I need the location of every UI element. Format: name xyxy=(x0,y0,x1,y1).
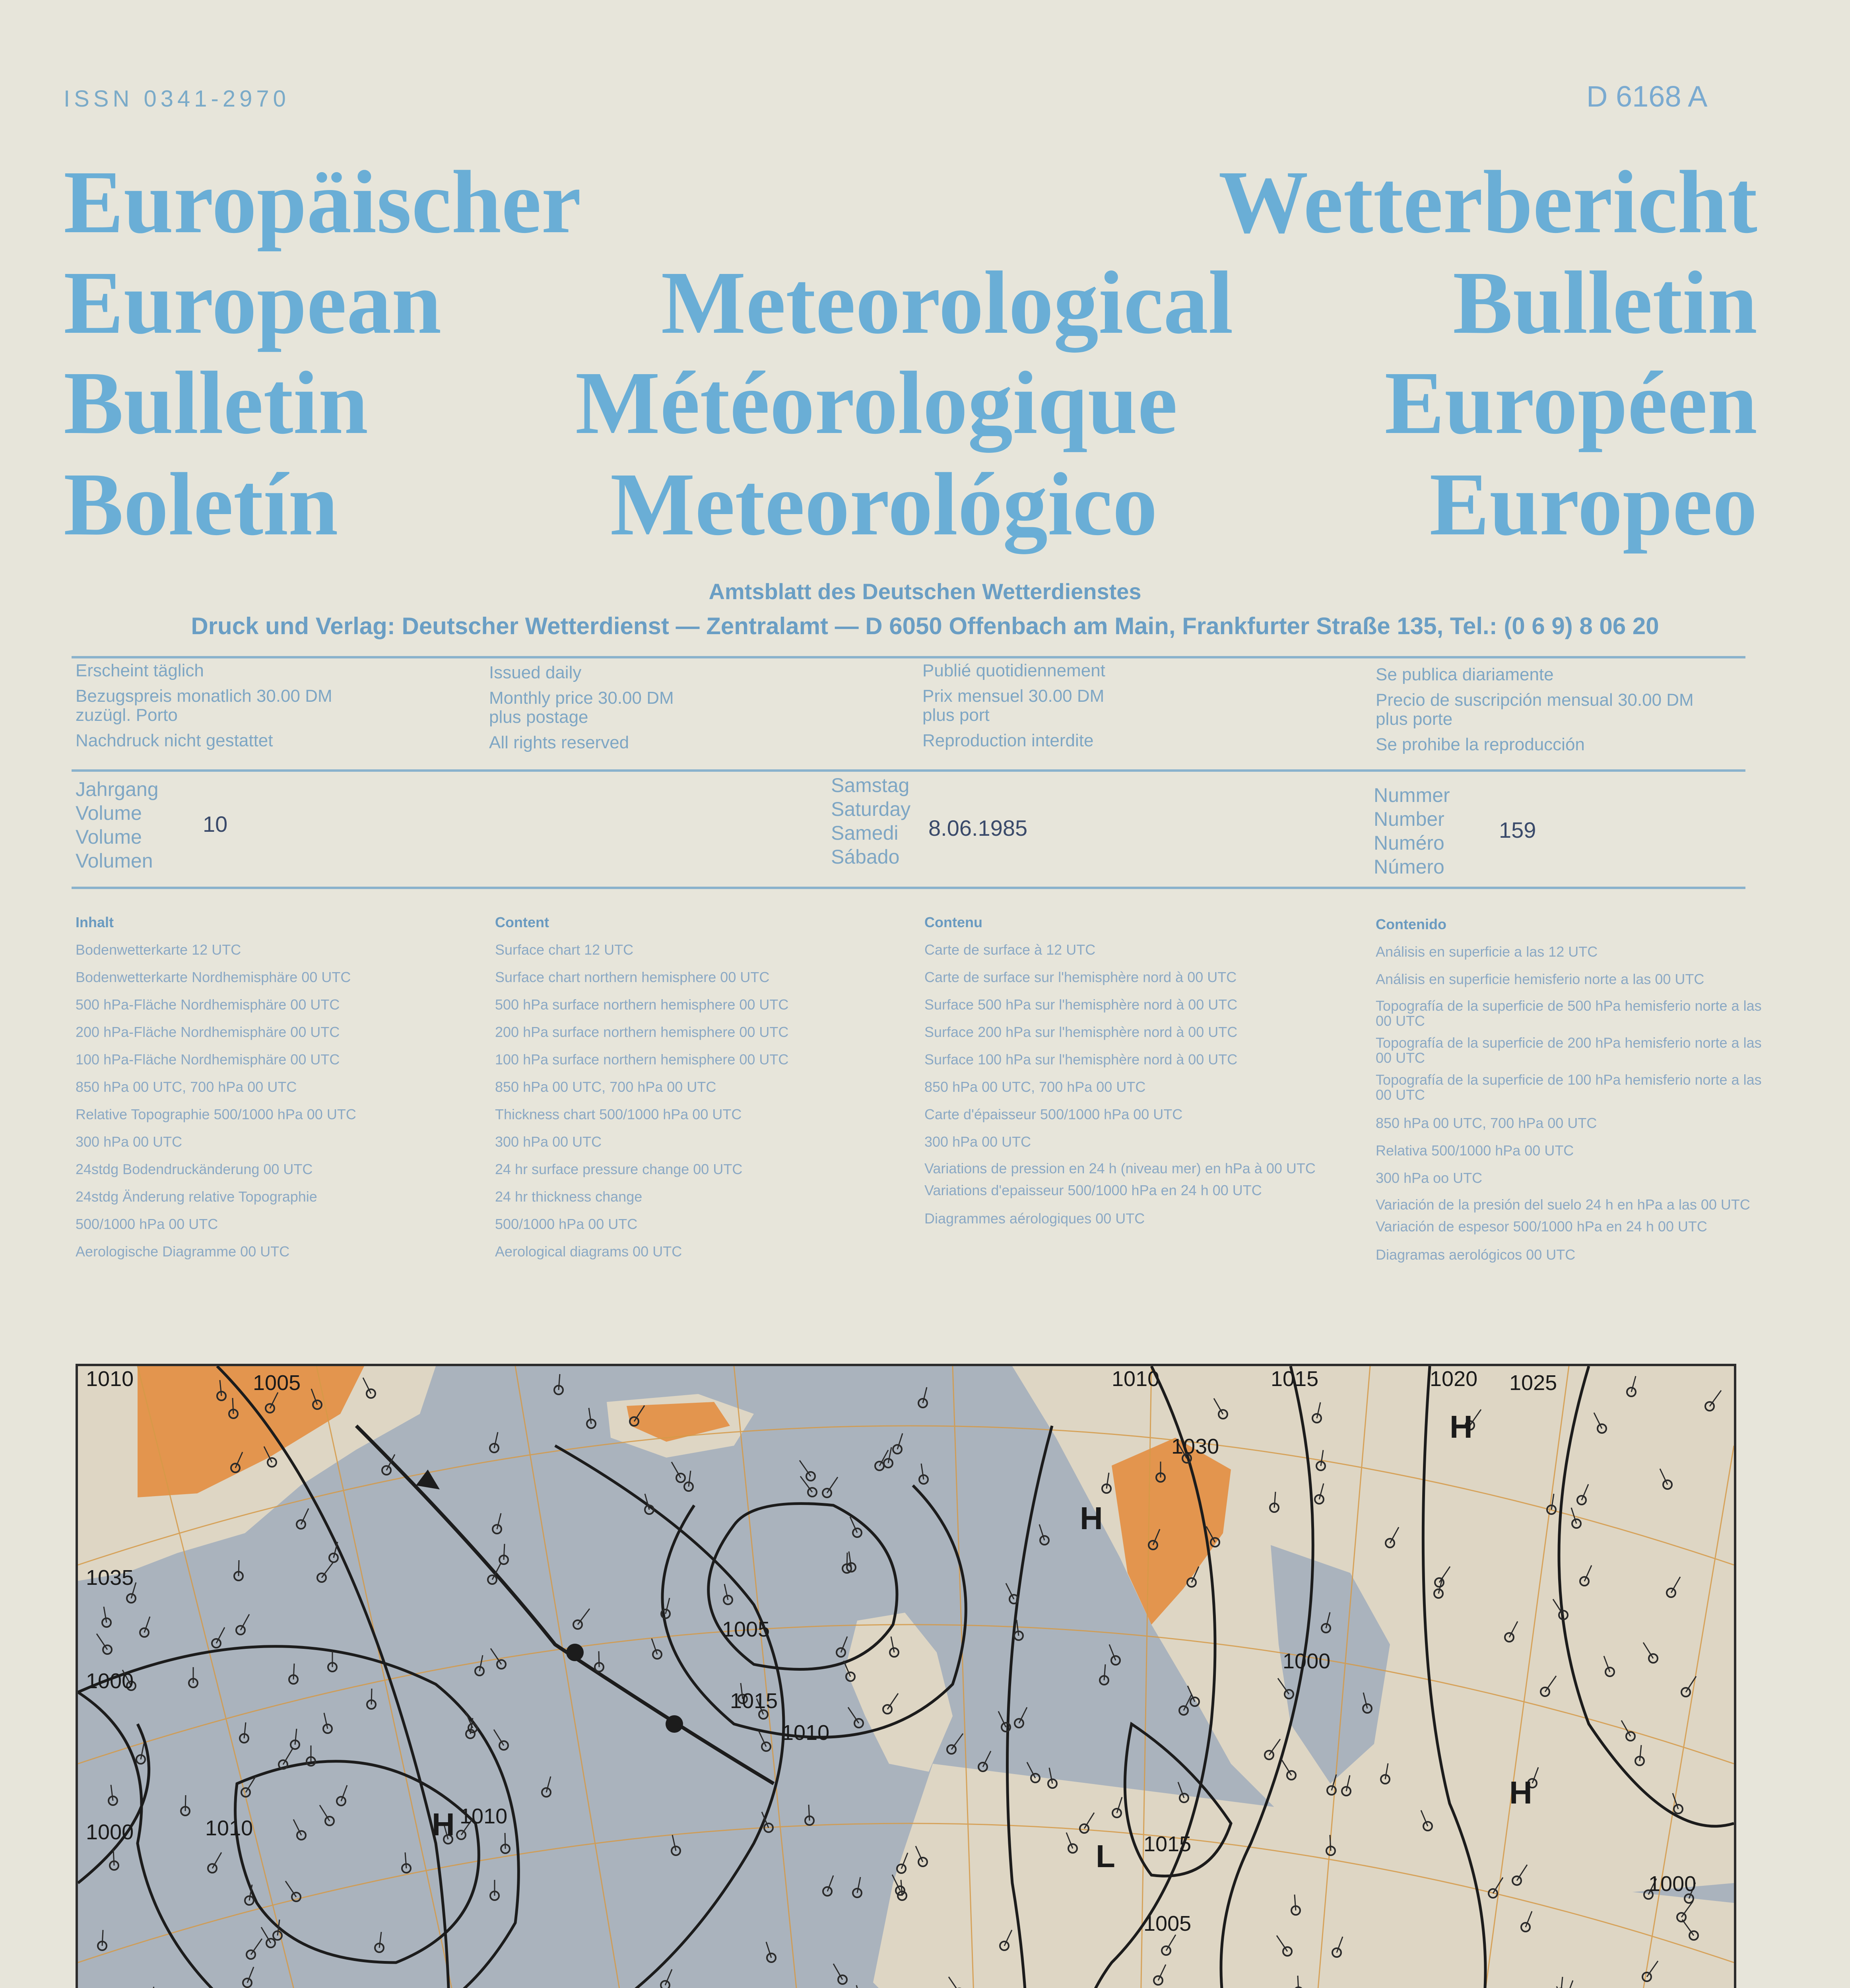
info-line: plus port xyxy=(922,705,990,725)
title-word: European xyxy=(64,253,442,352)
contents-item: Diagrammes aérologiques 00 UTC xyxy=(924,1210,1145,1227)
contents-item: Carte d'épaisseur 500/1000 hPa 00 UTC xyxy=(924,1106,1183,1122)
front-semicircle xyxy=(566,1644,584,1661)
wind-barb xyxy=(800,1460,811,1476)
isobar-value-label: 1000 xyxy=(86,1669,134,1693)
info-line: Erscheint täglich xyxy=(76,661,204,680)
day-label: Saturday xyxy=(831,798,911,820)
contents-heading: Content xyxy=(495,914,549,930)
info-line: Precio de suscripción mensual 30.00 DM xyxy=(1376,690,1694,710)
official-gazette: Amtsblatt des Deutschen Wetterdienstes xyxy=(709,579,1141,604)
info-line: Monthly price 30.00 DM xyxy=(489,688,674,708)
isobar-value-label: 1010 xyxy=(460,1804,508,1828)
isobar-line xyxy=(235,1761,479,1963)
front-semicircle xyxy=(666,1715,683,1733)
contents-french xyxy=(924,909,1322,1232)
contents-item: Surface 100 hPa sur l'hemisphère nord à 00 UTC xyxy=(924,1051,1238,1068)
wind-barb xyxy=(295,1729,297,1745)
isobar-value-label: 1000 xyxy=(1648,1872,1697,1896)
contents-item: Variations de pression en 24 h (niveau mer) en hPa à 00 UTC xyxy=(924,1160,1316,1176)
isobar-value-label: 1010 xyxy=(205,1816,253,1840)
isobar-value-label: 1025 xyxy=(1509,1371,1557,1395)
info-spanish xyxy=(1376,662,1694,757)
wind-barb xyxy=(848,1707,859,1723)
wind-barb xyxy=(244,1722,246,1738)
wind-barb xyxy=(1330,1835,1331,1851)
contents-item: 24 hr thickness change xyxy=(495,1188,643,1205)
isobar-value-label: 1035 xyxy=(86,1566,134,1590)
wind-barb xyxy=(504,1544,505,1560)
contents-item: 300 hPa 00 UTC xyxy=(924,1134,1031,1150)
title-word: Bulletin xyxy=(64,353,369,452)
wind-barb xyxy=(113,1850,114,1866)
info-line: plus postage xyxy=(489,707,588,727)
wind-barb xyxy=(1298,1976,1299,1988)
contents-item: 850 hPa 00 UTC, 700 hPa 00 UTC xyxy=(924,1079,1146,1095)
wind-barb xyxy=(185,1795,186,1811)
isobar-value-label: 1030 xyxy=(1171,1435,1219,1458)
info-line: Issued daily xyxy=(489,663,582,682)
contents-item: 300 hPa oo UTC xyxy=(1376,1170,1483,1186)
title-word: Bulletin xyxy=(1452,253,1757,352)
publication-code: D 6168 A xyxy=(1586,80,1708,113)
contents-item: Carte de surface sur l'hemisphère nord à 00 UTC xyxy=(924,969,1237,985)
volume-label: Jahrgang xyxy=(76,778,159,800)
isobar-value-label: 1015 xyxy=(730,1689,778,1713)
day-labels xyxy=(831,773,910,869)
front-triangle xyxy=(416,1470,440,1489)
contents-item: 100 hPa surface northern hemisphere 00 UTC xyxy=(495,1051,789,1068)
contents-item: Análisis en superficie hemisferio norte a las 00 UTC xyxy=(1376,971,1704,987)
wind-barb xyxy=(494,1730,504,1745)
wind-barb xyxy=(405,1852,406,1868)
day-label: Samstag xyxy=(831,774,910,796)
contents-item: Variación de espesor 500/1000 hPa en 24 h 00 UTC xyxy=(1376,1218,1707,1235)
wind-barb xyxy=(111,1785,113,1801)
high-pressure-center: H xyxy=(1080,1501,1103,1536)
contents-item: 24stdg Bodendruckänderung 00 UTC xyxy=(76,1161,313,1177)
info-line: Nachdruck nicht gestattet xyxy=(76,731,273,750)
high-pressure-center: H xyxy=(1509,1775,1532,1810)
title-word: Wetterbericht xyxy=(1218,152,1757,252)
volume-number: 10 xyxy=(203,812,228,837)
number-label: Number xyxy=(1374,808,1444,830)
volume-label: Volume xyxy=(76,802,142,824)
wind-barb xyxy=(102,1930,103,1946)
wind-barb xyxy=(921,1464,924,1479)
isobar-value-label: 1020 xyxy=(1430,1367,1478,1391)
number-label: Nummer xyxy=(1374,784,1450,806)
grid-meridian xyxy=(734,1366,853,1988)
contents-item: Diagramas aerológicos 00 UTC xyxy=(1376,1246,1576,1263)
info-line: Reproduction interdite xyxy=(922,731,1094,750)
contents-item: Variación de la presión del suelo 24 h en hPa a las 00 UTC xyxy=(1376,1196,1750,1213)
contents-item: 200 hPa-Fläche Nordhemisphäre 00 UTC xyxy=(76,1024,340,1040)
isobar-value-label: 1000 xyxy=(86,1820,134,1844)
isobar-value-label: 1000 xyxy=(1283,1649,1331,1673)
contents-item: Surface 200 hPa sur l'hemisphère nord à 00 UTC xyxy=(924,1024,1238,1040)
volume-label: Volume xyxy=(76,826,142,848)
title-word: Boletín xyxy=(64,454,338,554)
contents-item: 24stdg Änderung relative Topographie xyxy=(76,1188,317,1205)
high-pressure-center: H xyxy=(1450,1409,1473,1444)
isobar-value-label: 1005 xyxy=(1143,1912,1192,1936)
contents-item: 850 hPa 00 UTC, 700 hPa 00 UTC xyxy=(76,1079,297,1095)
info-line: All rights reserved xyxy=(489,733,629,752)
issn: ISSN 0341-2970 xyxy=(64,86,290,112)
contents-item: Surface 500 hPa sur l'hemisphère nord à 00 UTC xyxy=(924,996,1238,1013)
contents-item: 200 hPa surface northern hemisphere 00 UTC xyxy=(495,1024,789,1040)
title-spanish xyxy=(64,454,1757,554)
wind-barb xyxy=(251,1939,262,1955)
contents-item: 500 hPa surface northern hemisphere 00 UTC xyxy=(495,996,789,1013)
contents-item: Análisis en superficie a las 12 UTC xyxy=(1376,944,1598,960)
contents-item: 100 hPa-Fläche Nordhemisphäre 00 UTC xyxy=(76,1051,340,1068)
issue-date: 8.06.1985 xyxy=(928,815,1028,841)
isobar-value-label: 1015 xyxy=(1143,1832,1192,1856)
wind-barb xyxy=(97,1634,107,1650)
issue-number: 159 xyxy=(1499,817,1536,843)
info-line: Se prohibe la reproducción xyxy=(1376,735,1585,754)
wind-barb xyxy=(379,1932,381,1948)
contents-german xyxy=(76,909,356,1265)
info-line: Se publica diariamente xyxy=(1376,665,1554,684)
wind-barb xyxy=(689,1471,691,1487)
title-word: Européen xyxy=(1384,353,1757,452)
contents-item: Relative Topographie 500/1000 hPa 00 UTC xyxy=(76,1106,356,1122)
info-french xyxy=(922,658,1105,753)
info-german xyxy=(76,658,332,753)
info-line: Bezugspreis monatlich 30.00 DM xyxy=(76,686,332,706)
title-german xyxy=(64,152,1757,252)
contents-item: 500/1000 hPa 00 UTC xyxy=(495,1216,638,1232)
weather-map-canvas xyxy=(78,1366,1734,1988)
divider xyxy=(72,769,1745,772)
title-word: Météorologique xyxy=(575,353,1178,452)
contents-item: 850 hPa 00 UTC, 700 hPa 00 UTC xyxy=(495,1079,716,1095)
publisher-line: Druck und Verlag: Deutscher Wetterdienst — Zentralamt — D 6050 Offenbach am Main, Frankfurter Straße 135, Tel.: (0 6 9) 8 06 20 xyxy=(191,613,1659,639)
title-word: Europeo xyxy=(1429,454,1757,554)
title-word: Europäischer xyxy=(64,152,581,252)
grid-meridian xyxy=(515,1366,714,1988)
grid-meridian xyxy=(316,1366,575,1988)
isobar-value-label: 1005 xyxy=(253,1371,301,1395)
info-english xyxy=(489,660,674,755)
wind-barb xyxy=(589,1408,591,1424)
contents-item: 300 hPa 00 UTC xyxy=(495,1134,602,1150)
wind-barb xyxy=(320,1805,330,1821)
contents-english xyxy=(495,909,788,1265)
contents-item: Aerologische Diagramme 00 UTC xyxy=(76,1243,290,1260)
volume-label: Volumen xyxy=(76,850,153,872)
day-label: Samedi xyxy=(831,822,899,844)
contents-item: Relativa 500/1000 hPa 00 UTC xyxy=(1376,1142,1574,1159)
wind-barb xyxy=(1104,1664,1105,1680)
contents-item: Aerological diagrams 00 UTC xyxy=(495,1243,682,1260)
title-word: Meteorological xyxy=(661,253,1233,352)
wind-barb xyxy=(1017,1620,1019,1636)
contents-item: Topografía de la superficie de 100 hPa hemisferio norte a las 00 UTC xyxy=(1376,1072,1762,1103)
high-pressure-center: H xyxy=(432,1807,455,1842)
number-label: Número xyxy=(1374,856,1444,878)
isobar-value-label: 1010 xyxy=(86,1367,134,1391)
contents-item: Variations d'epaisseur 500/1000 hPa en 24 h 00 UTC xyxy=(924,1182,1262,1198)
contents-item: Surface chart 12 UTC xyxy=(495,942,634,958)
contents-item: Surface chart northern hemisphere 00 UTC xyxy=(495,969,770,985)
wind-barb xyxy=(293,1664,294,1679)
isobar-value-label: 1010 xyxy=(782,1721,830,1745)
title-word: Meteorológico xyxy=(610,454,1158,554)
number-label: Numéro xyxy=(1374,832,1444,854)
wind-barb xyxy=(261,1927,271,1943)
wind-barb xyxy=(283,1749,293,1765)
wind-barb xyxy=(951,1734,963,1749)
info-line: Publié quotidiennement xyxy=(922,661,1105,680)
contents-item: Topografía de la superficie de 500 hPa hemisferio norte a las 00 UTC xyxy=(1376,998,1762,1029)
wind-barb xyxy=(104,1607,107,1623)
contents-heading: Contenu xyxy=(924,914,982,930)
wind-barb xyxy=(285,1881,296,1897)
contents-spanish xyxy=(1376,911,1773,1268)
contents-item: Bodenwetterkarte 12 UTC xyxy=(76,942,241,958)
info-line: plus porte xyxy=(1376,709,1453,729)
british-isles-land xyxy=(845,1613,953,1772)
wind-barb xyxy=(322,1562,334,1578)
info-line: zuzügl. Porto xyxy=(76,705,178,725)
day-label: Sábado xyxy=(831,846,900,868)
contents-item: 850 hPa 00 UTC, 700 hPa 00 UTC xyxy=(1376,1115,1597,1131)
wind-barb xyxy=(856,1985,861,1988)
contents-item: 500/1000 hPa 00 UTC xyxy=(76,1216,218,1232)
isobar-value-label: 1010 xyxy=(1112,1367,1160,1391)
volume-labels xyxy=(76,777,159,873)
surface-weather-map xyxy=(76,1364,1736,1988)
number-labels xyxy=(1374,783,1450,879)
wind-barb xyxy=(578,1609,590,1625)
contents-item: Thickness chart 500/1000 hPa 00 UTC xyxy=(495,1106,742,1122)
title-english xyxy=(64,253,1757,352)
contents-item: Carte de surface à 12 UTC xyxy=(924,942,1096,958)
isobar-value-label: 1015 xyxy=(1271,1367,1319,1391)
divider xyxy=(72,887,1745,889)
contents-item: Topografía de la superficie de 200 hPa hemisferio norte a las 00 UTC xyxy=(1376,1035,1762,1066)
contents-heading: Inhalt xyxy=(76,914,114,930)
contents-item: 500 hPa-Fläche Nordhemisphäre 00 UTC xyxy=(76,996,340,1013)
wind-barb xyxy=(371,1689,372,1705)
title-french xyxy=(64,353,1757,452)
contents-item: Bodenwetterkarte Nordhemisphäre 00 UTC xyxy=(76,969,351,985)
contents-item: 24 hr surface pressure change 00 UTC xyxy=(495,1161,743,1177)
wind-barb xyxy=(827,1477,838,1493)
wind-barb xyxy=(559,1374,560,1390)
wind-barb xyxy=(491,1648,501,1664)
info-line: Prix mensuel 30.00 DM xyxy=(922,686,1105,706)
contents-heading: Contenido xyxy=(1376,916,1446,932)
low-pressure-center: L xyxy=(1096,1839,1115,1874)
contents-item: 300 hPa 00 UTC xyxy=(76,1134,182,1150)
isobar-value-label: 1005 xyxy=(722,1617,770,1641)
